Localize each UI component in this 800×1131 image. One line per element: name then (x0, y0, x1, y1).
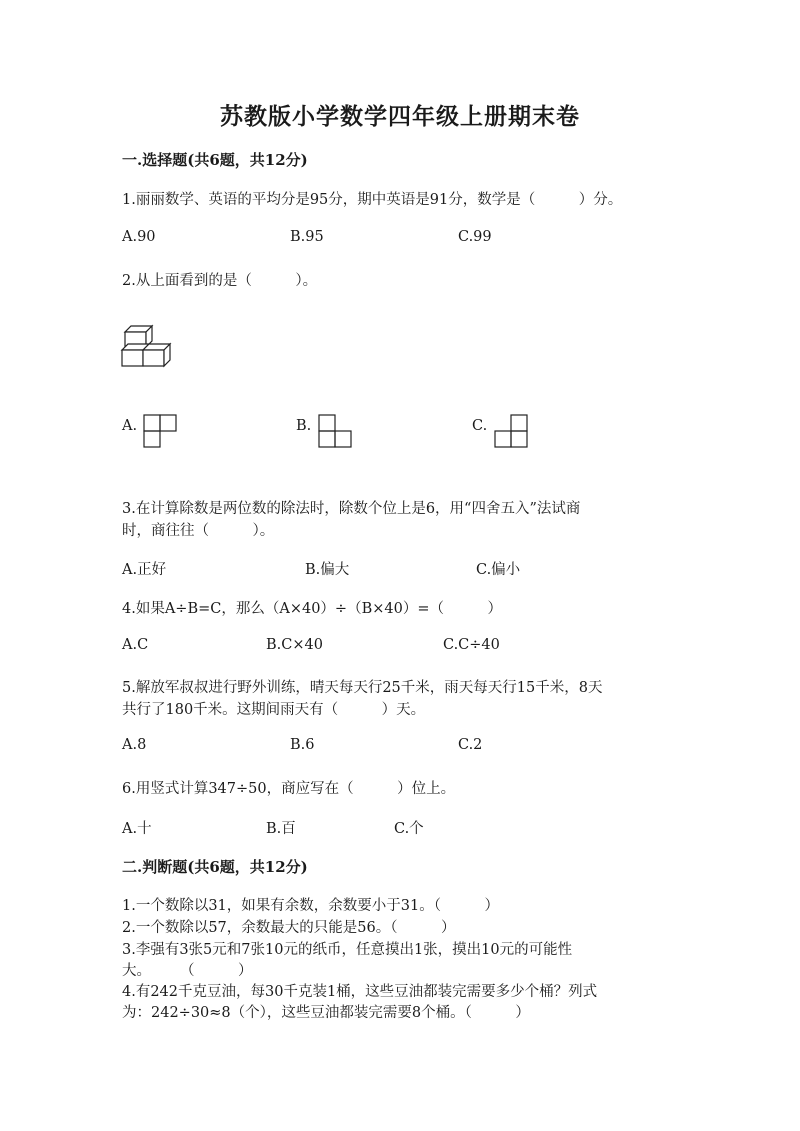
judgement-line-1: 1.一个数除以31，如果有余数，余数要小于31。（ ） (122, 898, 499, 914)
question-5-line-1: 5.解放军叔叔进行野外训练，晴天每天行25千米，雨天每天行15千米，8天 (122, 680, 603, 696)
q6-option-b: B.百 (266, 821, 296, 837)
q2-option-c: C. (472, 418, 488, 434)
q3-option-b: B.偏大 (305, 562, 350, 578)
judgement-line-5: 4.有242千克豆油，每30千克装1桶，这些豆油都装完需要多少个桶？列式 (122, 984, 598, 1000)
question-1: 1.丽丽数学、英语的平均分是95分，期中英语是91分，数学是（ ）分。 (122, 192, 623, 208)
question-4: 4.如果A÷B=C，那么（A×40）÷（B×40）=（ ） (122, 601, 502, 617)
q6-option-c: C.个 (394, 821, 424, 837)
q5-option-a: A.8 (122, 737, 147, 753)
question-3-line-1: 3.在计算除数是两位数的除法时，除数个位上是6，用“四舍五入”法试商 (122, 501, 581, 517)
top-view-option-c (494, 414, 530, 450)
q1-option-a: A.90 (122, 229, 156, 245)
question-6: 6.用竖式计算347÷50，商应写在（ ）位上。 (122, 781, 456, 797)
q4-option-a: A.C (122, 637, 149, 653)
top-view-option-a (143, 414, 179, 450)
judgement-line-2: 2.一个数除以57，余数最大的只能是56。（ ） (122, 920, 456, 936)
q6-option-a: A.十 (122, 821, 152, 837)
top-view-option-b (318, 414, 354, 450)
question-5-line-2: 共行了180千米。这期间雨天有（ ）天。 (122, 702, 426, 718)
q5-option-c: C.2 (458, 737, 483, 753)
q2-option-b: B. (296, 418, 312, 434)
question-3-line-2: 时，商往往（ ）。 (122, 523, 275, 539)
judgement-line-6: 为：242÷30≈8（个），这些豆油都装完需要8个桶。（ ） (122, 1005, 530, 1021)
q1-option-b: B.95 (290, 229, 324, 245)
q2-option-a: A. (122, 418, 138, 434)
section-heading-judgement: 二.判断题(共6题，共12分) (122, 858, 308, 876)
q5-option-b: B.6 (290, 737, 315, 753)
page-title: 苏教版小学数学四年级上册期末卷 (220, 103, 580, 130)
judgement-line-4: 大。 （ ） (122, 963, 253, 979)
question-2: 2.从上面看到的是（ ）。 (122, 273, 318, 289)
cube-stack-figure (120, 322, 182, 368)
judgement-line-3: 3.李强有3张5元和7张10元的纸币，任意摸出1张，摸出10元的可能性 (122, 942, 573, 958)
section-heading-choice: 一.选择题(共6题，共12分) (122, 151, 308, 169)
q4-option-c: C.C÷40 (443, 637, 500, 653)
q3-option-c: C.偏小 (476, 562, 521, 578)
q3-option-a: A.正好 (122, 562, 167, 578)
q1-option-c: C.99 (458, 229, 492, 245)
q4-option-b: B.C×40 (266, 637, 323, 653)
